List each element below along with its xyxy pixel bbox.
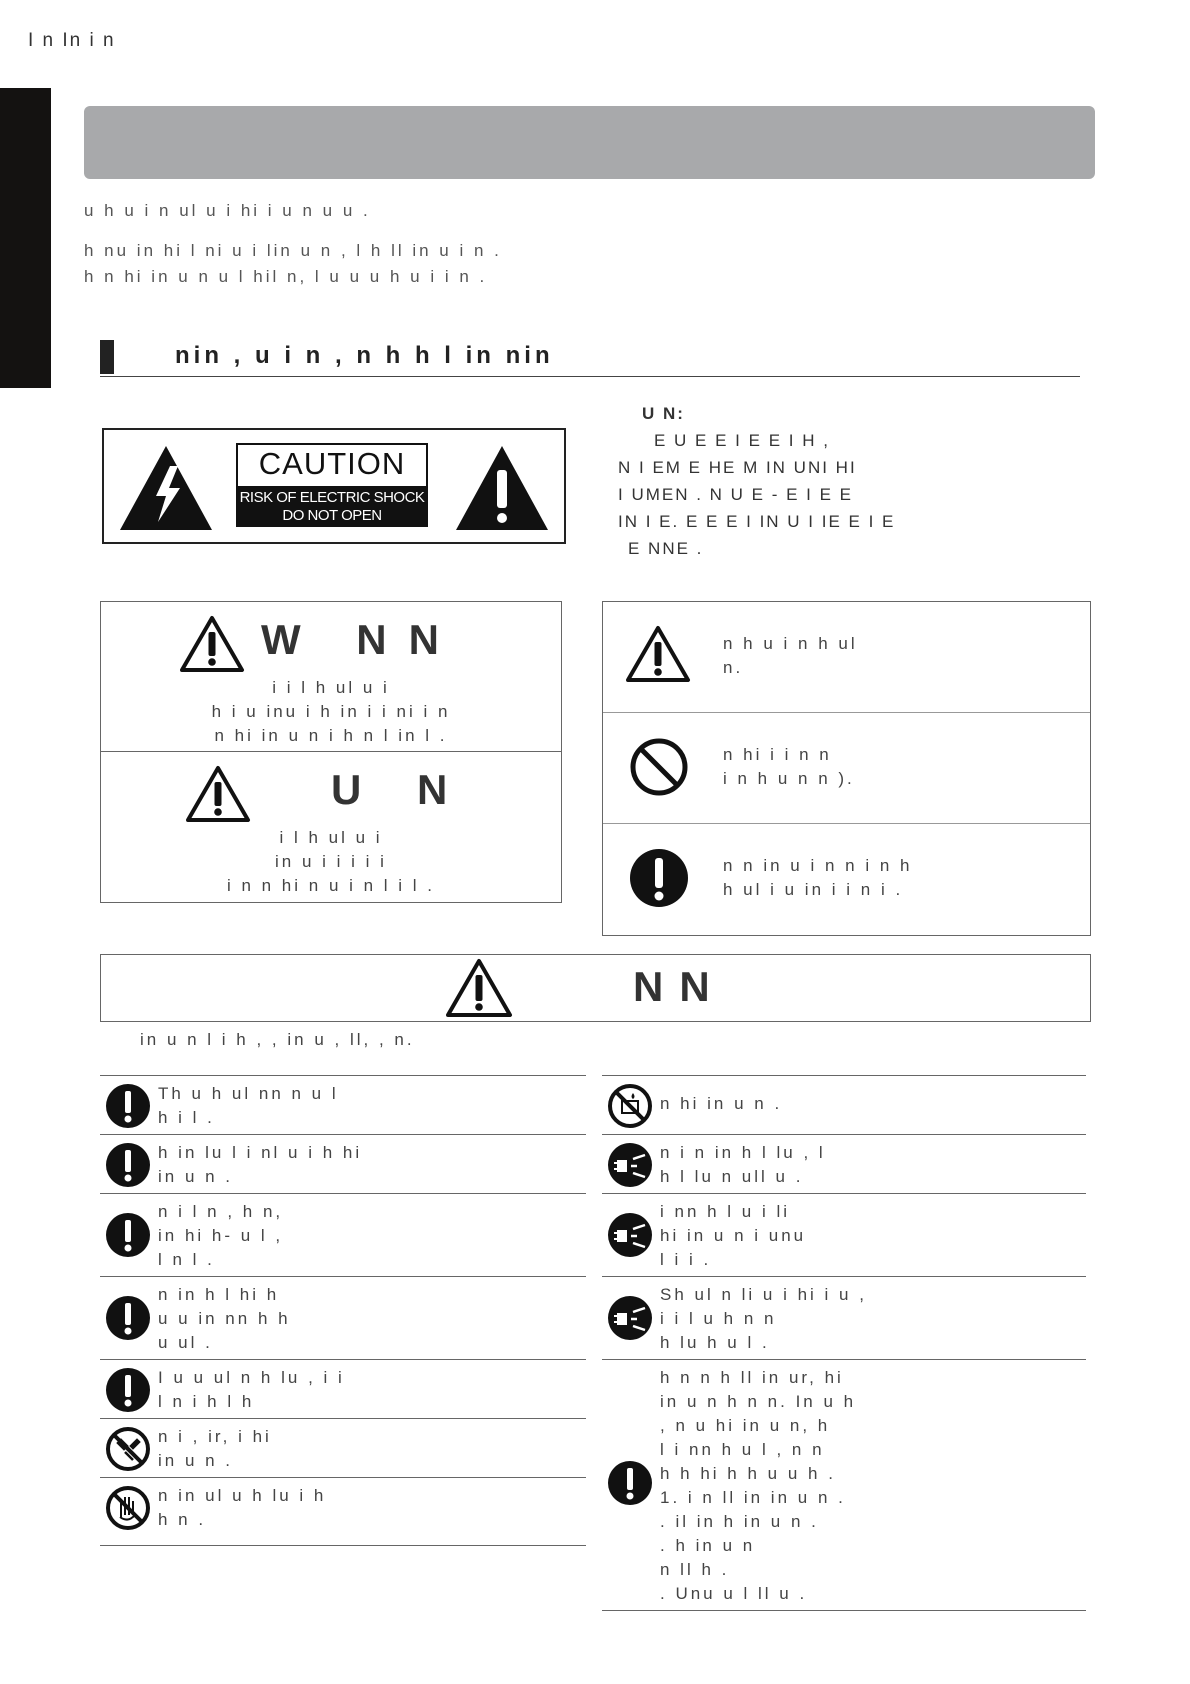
item-text: I u u ul n h lu , i i	[158, 1368, 345, 1387]
intro-line-1: u h u i n ul u i hi i u n u u .	[84, 201, 371, 220]
item-text: i i l u h n n	[660, 1309, 777, 1328]
item-text: Sh ul n li u i hi i u ,	[660, 1285, 867, 1304]
list-item	[602, 1193, 1086, 1276]
section-marker	[100, 340, 114, 374]
item-text: in u n .	[158, 1167, 234, 1186]
list-item	[602, 1075, 1086, 1134]
caution-note-line: E U E E I E E I H ,	[654, 431, 830, 450]
mandatory-icon	[627, 846, 691, 910]
warning-triangle-icon	[179, 614, 245, 674]
page-header: I n In i n	[28, 30, 116, 51]
item-text: i nn h l u i li	[660, 1202, 791, 1221]
warning-bar	[100, 954, 1091, 1022]
item-text: h n n h ll in ur, hi	[660, 1368, 844, 1387]
caution-open-line: DO NOT OPEN	[282, 507, 382, 524]
caution-note	[618, 400, 1088, 562]
lightning-triangle-icon	[120, 446, 212, 530]
symbol-row	[603, 602, 1090, 713]
symbol-text: n h u i n h ul	[723, 634, 858, 653]
item-text: h n .	[158, 1510, 207, 1529]
caution-label: CAUTION	[258, 446, 406, 481]
item-text: h in lu l i nl u i h hi	[158, 1143, 363, 1162]
item-text: l i nn h u l , n n	[660, 1440, 825, 1459]
symbol-legend-box	[602, 601, 1091, 936]
warning-caution-box	[100, 601, 562, 903]
warning-section	[101, 602, 561, 752]
exclamation-triangle-icon	[456, 446, 548, 530]
list-item	[100, 1193, 586, 1276]
list-item	[100, 1134, 586, 1193]
item-text: h i l .	[158, 1108, 215, 1127]
warning-bar-label: NN	[633, 963, 726, 1010]
left-warning-list	[100, 1075, 586, 1546]
item-text: l n i h l h	[158, 1392, 255, 1411]
list-item	[602, 1276, 1086, 1359]
symbol-row	[603, 713, 1090, 824]
caution-note-title: U N:	[642, 404, 685, 423]
section-heading	[100, 340, 1080, 377]
item-text: n i l n , h n,	[158, 1202, 284, 1221]
mandatory-icon	[105, 1083, 151, 1129]
item-text: n in ul u h lu i h	[158, 1486, 327, 1505]
item-text: n hi in u n .	[660, 1094, 783, 1113]
mandatory-icon	[105, 1142, 151, 1188]
warning-line: i i l h ul u i	[272, 678, 390, 697]
symbol-text: h ul i u in i i n i .	[723, 880, 904, 899]
item-text: in u n h n n. In u h	[660, 1392, 857, 1411]
list-item	[100, 1477, 586, 1536]
item-text: n i n in h l lu , l	[660, 1143, 826, 1162]
item-text: . h in u n	[660, 1536, 756, 1555]
right-warning-list	[602, 1075, 1086, 1610]
list-item	[602, 1134, 1086, 1193]
symbol-text: i n h u n n ).	[723, 769, 855, 788]
item-text: . Unu u l ll u .	[660, 1584, 808, 1603]
caution-note-line: I UMEN . N U E - E I E E	[618, 485, 854, 504]
caution-note-line: IN I E. E E E I IN U I IE E I E	[618, 512, 896, 531]
warning-line: n hi in u n i h n l in l .	[214, 726, 448, 745]
item-text: l i i .	[660, 1250, 712, 1269]
caution-triangle-icon	[185, 764, 251, 824]
item-text: in u n .	[158, 1451, 234, 1470]
unplug-icon	[607, 1212, 653, 1258]
prohibited-icon	[627, 735, 691, 799]
caution-note-line: N I EM E HE M IN UNI HI	[618, 458, 857, 477]
warning-bar-subtitle: in u n l i h , , in u , ll, , n.	[140, 1030, 415, 1049]
no-wet-hands-icon	[105, 1485, 151, 1531]
symbol-row	[603, 824, 1090, 934]
item-text: in hi h- u l ,	[158, 1226, 284, 1245]
list-item	[602, 1359, 1086, 1611]
symbol-text: n hi i i n n	[723, 745, 832, 764]
warning-label: W NN	[261, 616, 461, 663]
warning-triangle-icon	[625, 624, 691, 684]
symbol-text: n n in u i n n i n h	[723, 856, 913, 875]
caution-label-box	[102, 428, 566, 544]
intro-text	[84, 198, 1084, 304]
item-text: u ul .	[158, 1333, 213, 1352]
no-disassembly-icon	[105, 1426, 151, 1472]
caution-section-label: U N	[331, 766, 470, 813]
item-text: h lu h u l .	[660, 1333, 770, 1352]
caution-line: in u i i i i i	[275, 852, 387, 871]
mandatory-icon	[607, 1460, 653, 1506]
item-text: u u in nn h h	[158, 1309, 291, 1328]
item-text: , n u hi in u n, h	[660, 1416, 831, 1435]
item-text: n ll h .	[660, 1560, 730, 1579]
item-text: l n l .	[158, 1250, 215, 1269]
warning-line: h i u inu i h in i i ni i n	[211, 702, 451, 721]
unplug-icon	[607, 1142, 653, 1188]
unplug-icon	[607, 1295, 653, 1341]
mandatory-icon	[105, 1367, 151, 1413]
list-item	[100, 1359, 586, 1418]
caution-line: i n n hi n u i n l i l .	[226, 876, 436, 895]
intro-line-3: h n hi in u n u l hil n, l u u u h u i i n .	[84, 267, 488, 286]
warning-triangle-icon	[445, 957, 513, 1019]
list-item	[100, 1276, 586, 1359]
caution-risk-line: RISK OF ELECTRIC SHOCK	[239, 489, 425, 506]
mandatory-icon	[105, 1212, 151, 1258]
item-text: n in h l hi h	[158, 1285, 280, 1304]
list-item	[100, 1075, 586, 1134]
mandatory-icon	[105, 1295, 151, 1341]
caution-note-line: E NNE .	[628, 539, 704, 558]
title-banner	[84, 106, 1095, 179]
item-text: n i , ir, i hi	[158, 1427, 272, 1446]
item-text: 1. i n ll in in u n .	[660, 1488, 846, 1507]
item-text: hi in u n i unu	[660, 1226, 807, 1245]
list-item	[100, 1418, 586, 1477]
item-text: Th u h ul nn n u l	[158, 1084, 339, 1103]
item-text: h l lu n ull u .	[660, 1167, 804, 1186]
item-text: . il in h in u n .	[660, 1512, 819, 1531]
caution-line: i l h ul u i	[279, 828, 383, 847]
side-tab	[0, 88, 51, 388]
item-text: h h hi h h u u h .	[660, 1464, 836, 1483]
no-water-icon	[607, 1083, 653, 1129]
symbol-text: n.	[723, 658, 744, 677]
caution-section	[101, 752, 561, 901]
intro-line-2: h nu in hi l ni u i lin u n , l h ll in u i n .	[84, 241, 502, 260]
section-title: nin , u i n , n h h l in nin	[175, 342, 554, 369]
